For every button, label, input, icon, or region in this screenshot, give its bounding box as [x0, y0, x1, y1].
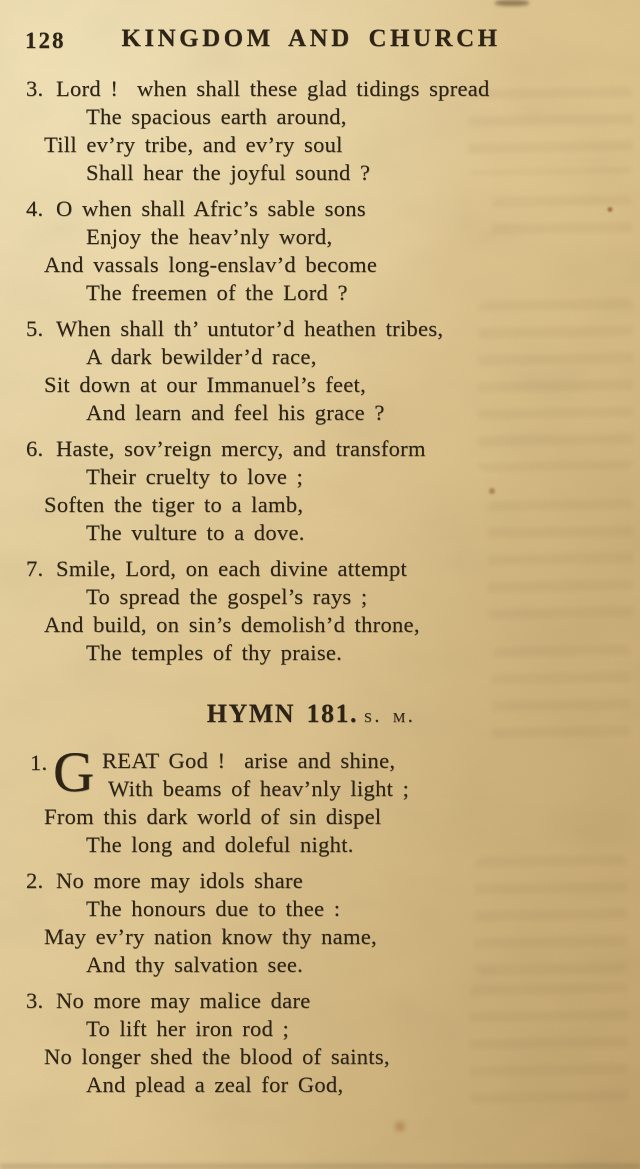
- verse-line: The spacious earth around,: [86, 104, 347, 129]
- hymn-text-column: [0, 75, 640, 1107]
- stanza-number: 4.: [26, 196, 44, 221]
- verse-line: [0, 987, 640, 1015]
- hymn-meter: s. m.: [364, 705, 416, 727]
- verse-line: To spread the gospel’s rays ;: [86, 584, 368, 609]
- verse-text: REAT God ! arise and shine,: [102, 748, 396, 773]
- page-number: 128: [25, 28, 66, 53]
- verse-line: Shall hear the joyful sound ?: [86, 160, 371, 185]
- stanza: [0, 987, 640, 1099]
- verse-line: [0, 435, 640, 463]
- verse-line: And build, on sin’s demolish’d throne,: [44, 612, 420, 637]
- running-title: KINGDOM AND CHURCH: [121, 25, 501, 52]
- verse-text: Haste, sov’reign mercy, and transform: [56, 436, 426, 461]
- stanza-number: 3.: [26, 76, 44, 101]
- verse-line: To lift her iron rod ;: [86, 1016, 290, 1041]
- verse-text: Smile, Lord, on each divine attempt: [56, 556, 408, 581]
- verse-line: No longer shed the blood of saints,: [44, 1044, 390, 1069]
- verse-line: The honours due to thee :: [86, 896, 341, 921]
- verse-line: The temples of thy praise.: [86, 640, 343, 665]
- stanza-number: 2.: [26, 868, 44, 893]
- stanza: [0, 555, 640, 667]
- verse-text: No more may idols share: [56, 868, 304, 893]
- verse-text: O when shall Afric’s sable sons: [56, 196, 366, 221]
- verse-line: With beams of heav’nly light ;: [108, 776, 410, 801]
- verse-line: And plead a zeal for God,: [86, 1072, 344, 1097]
- stanza: [0, 75, 640, 187]
- verse-line: And vassals long-enslav’d become: [44, 252, 378, 277]
- verse-line: The vulture to a dove.: [86, 520, 305, 545]
- verse-line: A dark bewilder’d race,: [86, 344, 317, 369]
- stanza-number: 1.: [30, 750, 48, 775]
- verse-line: Soften the tiger to a lamb,: [44, 492, 304, 517]
- verse-line: From this dark world of sin dispel: [44, 804, 382, 829]
- verse-line: [0, 195, 640, 223]
- verse-text: When shall th’ untutor’d heathen tribes,: [56, 316, 444, 341]
- verse-line: Till ev’ry tribe, and ev’ry soul: [44, 132, 343, 157]
- verse-line: [0, 867, 640, 895]
- verse-line: And learn and feel his grace ?: [86, 400, 385, 425]
- verse-line: [0, 315, 640, 343]
- verse-text: Lord ! when shall these glad tidings spread: [56, 76, 490, 101]
- verse-line: [0, 75, 640, 103]
- verse-line: May ev’ry nation know thy name,: [44, 924, 377, 949]
- hymn-heading: [0, 699, 622, 729]
- verse-line: Sit down at our Immanuel’s feet,: [44, 372, 367, 397]
- verse-line: And thy salvation see.: [86, 952, 304, 977]
- verse-line: The long and doleful night.: [86, 832, 354, 857]
- stanza-with-dropcap: [0, 741, 640, 859]
- stanza: [0, 315, 640, 427]
- stanza-number: 3.: [26, 988, 44, 1013]
- hymn-number-title: HYMN 181.: [206, 699, 359, 728]
- verse-line: The freemen of the Lord ?: [86, 280, 348, 305]
- stanza: [0, 435, 640, 547]
- stanza-number: 7.: [26, 556, 44, 581]
- dropcap-letter: G: [53, 741, 95, 804]
- verse-line: Their cruelty to love ;: [86, 464, 304, 489]
- verse-line: Enjoy the heav’nly word,: [86, 224, 333, 249]
- verse-line: [0, 555, 640, 583]
- stanza: [0, 867, 640, 979]
- stanza: [0, 195, 640, 307]
- stanza-number: 6.: [26, 436, 44, 461]
- stanza-number: 5.: [26, 316, 44, 341]
- verse-text: No more may malice dare: [56, 988, 311, 1013]
